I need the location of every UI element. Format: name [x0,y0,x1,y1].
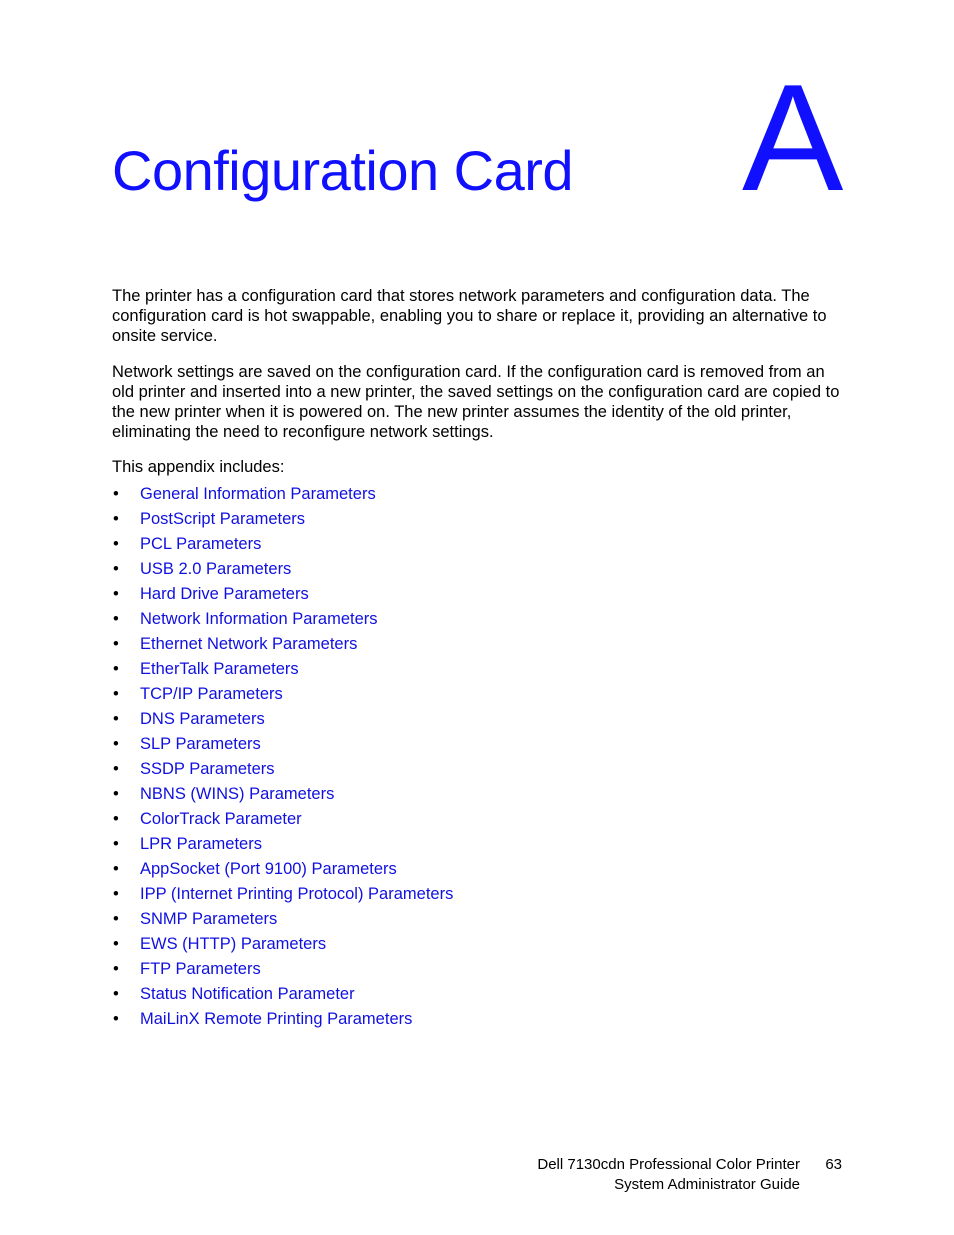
topic-link[interactable]: IPP (Internet Printing Protocol) Parameters [140,884,454,903]
topic-link[interactable]: ColorTrack Parameter [140,809,302,828]
bullet-icon: • [113,934,119,953]
topic-link[interactable]: EtherTalk Parameters [140,659,299,678]
page-title: Configuration Card [112,139,574,202]
topic-link[interactable]: Ethernet Network Parameters [140,634,358,653]
bullet-icon: • [113,834,119,853]
topic-list-item [112,557,848,582]
topic-list-item [112,882,848,907]
bullet-icon: • [113,609,119,628]
topic-list-item [112,857,848,882]
topic-list-item [112,832,848,857]
topic-link[interactable]: FTP Parameters [140,959,261,978]
bullet-icon: • [113,709,119,728]
footer-product-name: Dell 7130cdn Professional Color Printer [537,1156,800,1173]
topic-list-item [112,707,848,732]
paragraph-intro: The printer has a configuration card that stores network parameters and configuration data. The configuration card is hot swappable, enabling you to share or replace it, providing an alternative to onsite service. [112,287,827,346]
footer-guide-name: System Administrator Guide [614,1175,800,1193]
bullet-icon: • [113,809,119,828]
bullet-icon: • [113,1009,119,1028]
bullet-icon: • [113,909,119,928]
bullet-icon: • [113,734,119,753]
bullet-icon: • [113,784,119,803]
bullet-icon: • [113,509,119,528]
topic-list-item [112,732,848,757]
topic-link[interactable]: AppSocket (Port 9100) Parameters [140,859,397,878]
bullet-icon: • [113,684,119,703]
bullet-icon: • [113,559,119,578]
topic-link[interactable]: Hard Drive Parameters [140,584,309,603]
bullet-icon: • [113,534,119,553]
topic-link[interactable]: Network Information Parameters [140,609,378,628]
paragraph-network-settings: Network settings are saved on the configuration card. If the configuration card is removed from an old printer and inserted into a new printer, the saved settings on the configuration card are copied to the new printer when it is powered on. The new printer assumes the identity of the old printer, eliminating the need to reconfigure network settings. [112,362,840,442]
topic-list-item [112,757,848,782]
topic-list-item [112,782,848,807]
topic-list-item [112,657,848,682]
topic-link[interactable]: Status Notification Parameter [140,984,355,1003]
topic-list-item [112,957,848,982]
topic-list-item [112,932,848,957]
topic-link[interactable]: General Information Parameters [140,484,376,503]
topic-link[interactable]: MaiLinX Remote Printing Parameters [140,1009,413,1028]
bullet-icon: • [113,984,119,1003]
appendix-intro: This appendix includes: [112,458,285,477]
topic-link[interactable]: PostScript Parameters [140,509,306,528]
topic-list-item [112,582,848,607]
topic-list-item [112,807,848,832]
topic-list-item [112,907,848,932]
topic-link[interactable]: PCL Parameters [140,534,262,553]
topic-list-item [112,532,848,557]
topic-link[interactable]: DNS Parameters [140,709,265,728]
topic-link[interactable]: LPR Parameters [140,834,262,853]
page-number: 63 [825,1156,842,1173]
chapter-letter: A [742,53,844,223]
topic-link[interactable]: SLP Parameters [140,734,261,753]
bullet-icon: • [113,634,119,653]
bullet-icon: • [113,859,119,878]
topic-list-item [112,607,848,632]
bullet-icon: • [113,484,119,503]
bullet-icon: • [113,659,119,678]
bullet-icon: • [113,759,119,778]
topic-link[interactable]: EWS (HTTP) Parameters [140,934,327,953]
body-content [112,286,848,1032]
topic-list-item [112,1007,848,1032]
bullet-icon: • [113,884,119,903]
topic-list-item [112,982,848,1007]
topic-list [112,482,848,1032]
footer-doc-title [537,1155,800,1194]
topic-link[interactable]: SSDP Parameters [140,759,275,778]
topic-list-item [112,507,848,532]
topic-link[interactable]: SNMP Parameters [140,909,278,928]
topic-list-item [112,682,848,707]
topic-link[interactable]: NBNS (WINS) Parameters [140,784,335,803]
topic-list-item [112,632,848,657]
topic-link[interactable]: TCP/IP Parameters [140,684,283,703]
topic-link[interactable]: USB 2.0 Parameters [140,559,292,578]
topic-list-item [112,482,848,507]
bullet-icon: • [113,584,119,603]
bullet-icon: • [113,959,119,978]
